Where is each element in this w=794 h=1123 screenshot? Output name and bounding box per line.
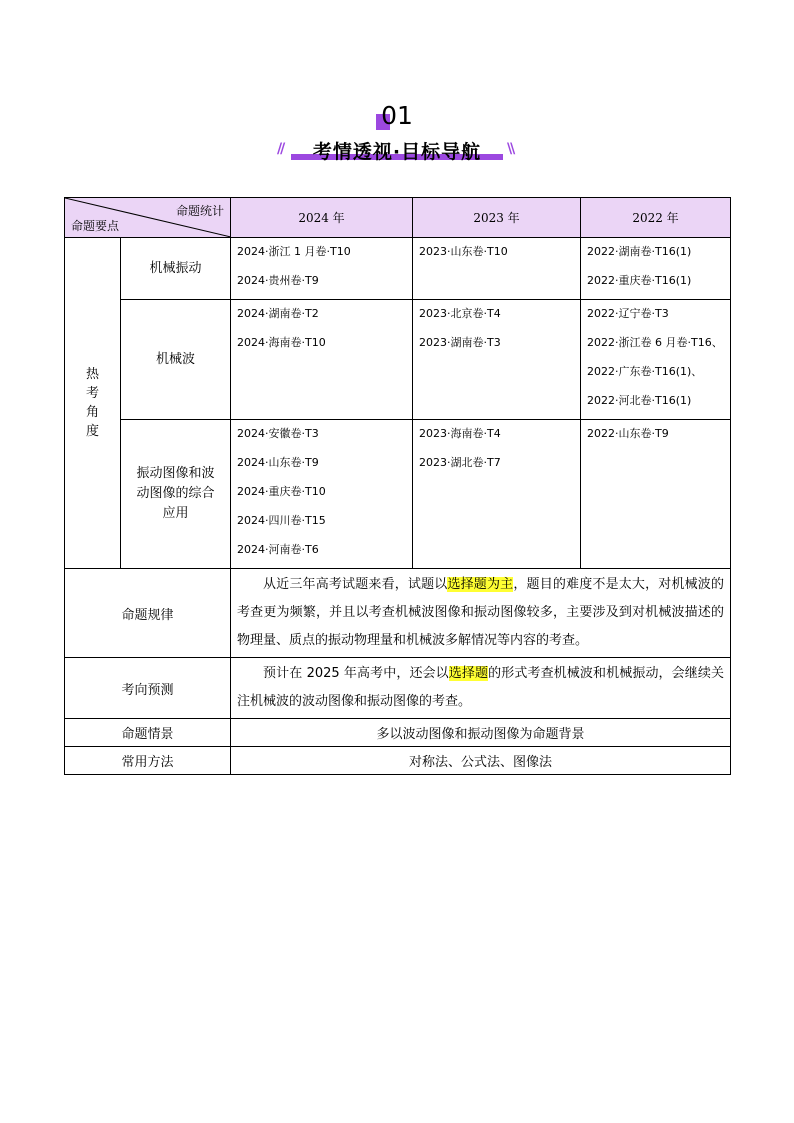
title-deco-right: \\	[507, 141, 514, 157]
title-deco-left: //	[277, 141, 284, 157]
cell-2022: 2022·湖南卷·T16(1) 2022·重庆卷·T16(1)	[581, 238, 731, 300]
topic-name: 机械振动	[121, 238, 231, 300]
topic-name: 机械波	[121, 300, 231, 420]
forecast-text: 预计在 2025 年高考中，还会以选择题的形式考查机械波和机械振动，会继续关注机械波的波动图像和振动图像的考查。	[231, 658, 731, 719]
corner-top-label: 命题统计	[175, 204, 224, 218]
forecast-label: 考向预测	[65, 658, 231, 719]
cell-2023: 2023·北京卷·T4 2023·湖南卷·T3	[413, 300, 581, 420]
section-title-banner	[0, 137, 794, 165]
highlight-mark: 选择题	[448, 666, 489, 681]
methods-text: 对称法、公式法、图像法	[231, 747, 731, 775]
forecast-row	[65, 658, 731, 719]
rule-row	[65, 569, 731, 658]
highlight-mark: 选择题为主	[447, 577, 514, 592]
rule-text: 从近三年高考试题来看，试题以选择题为主，题目的难度不是太大，对机械波的考查更为频繁，并且以考查机械波图像和振动图像较多，主要涉及到对机械波描述的物理量、质点的振动物理量和机械波多解情况等内容的考查。	[231, 569, 731, 658]
table-row	[65, 300, 731, 420]
section-title: 考情透视·目标导航	[312, 141, 482, 163]
section-number	[0, 101, 794, 130]
cell-2023: 2023·山东卷·T10	[413, 238, 581, 300]
scenario-label: 命题情景	[65, 719, 231, 747]
table-header-row	[65, 198, 731, 238]
corner-bottom-label: 命题要点	[71, 219, 120, 233]
cell-2024: 2024·安徽卷·T3 2024·山东卷·T9 2024·重庆卷·T10 2024·四川卷·T15 2024·河南卷·T6	[231, 420, 413, 569]
cell-2022: 2022·山东卷·T9	[581, 420, 731, 569]
corner-cell	[65, 198, 231, 238]
table-row	[65, 420, 731, 569]
year-header-2022: 2022 年	[581, 198, 731, 238]
table-row	[65, 238, 731, 300]
section-number-text: 01	[381, 101, 413, 130]
scenario-text: 多以波动图像和振动图像为命题背景	[231, 719, 731, 747]
methods-row	[65, 747, 731, 775]
rule-label: 命题规律	[65, 569, 231, 658]
cell-2023: 2023·海南卷·T4 2023·湖北卷·T7	[413, 420, 581, 569]
methods-label: 常用方法	[65, 747, 231, 775]
scenario-row	[65, 719, 731, 747]
exam-analysis-table	[64, 197, 731, 775]
year-header-2024: 2024 年	[231, 198, 413, 238]
cell-2022: 2022·辽宁卷·T3 2022·浙江卷 6 月卷·T16、 2022·广东卷·T16(1)、 2022·河北卷·T16(1)	[581, 300, 731, 420]
cell-2024: 2024·浙江 1 月卷·T10 2024·贵州卷·T9	[231, 238, 413, 300]
cell-2024: 2024·湖南卷·T2 2024·海南卷·T10	[231, 300, 413, 420]
hot-topics-label: 热 考 角 度	[65, 238, 121, 569]
topic-name: 振动图像和波动图像的综合应用	[121, 420, 231, 569]
year-header-2023: 2023 年	[413, 198, 581, 238]
